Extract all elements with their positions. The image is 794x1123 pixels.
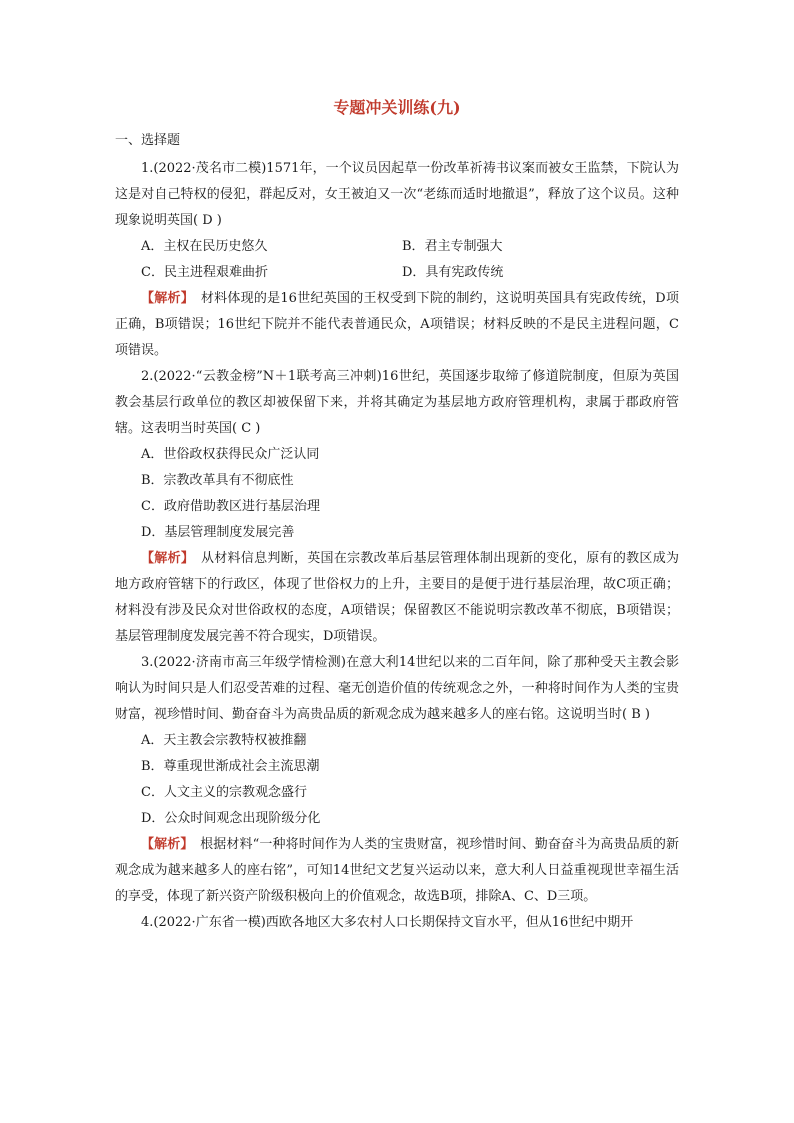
question-2-option-b: B．宗教改革具有不彻底性 [141, 473, 294, 488]
question-2-option-a: A．世俗政权获得民众广泛认同 [141, 447, 320, 462]
question-1-options-row-2 [115, 260, 679, 286]
question-2-option-c: C．政府借助教区进行基层治理 [141, 499, 320, 514]
question-3-analysis [115, 832, 679, 910]
question-1-analysis [115, 286, 679, 364]
question-1-stem: 1.(2022·茂名市二模)1571年，一个议员因起草一份改革祈祷书议案而被女王监禁，下院认为这是对自己特权的侵犯，群起反对，女王被迫又一次“老练而适时地撤退”，释放了这个议员。这种现象说明英国( D ) [115, 161, 679, 228]
question-1-option-d: D．具有宪政传统 [402, 265, 504, 280]
question-3-stem: 3.(2022·济南市高三年级学情检测)在意大利14世纪以来的二百年间，除了那种受天主教会影响认为时间只是人们忍受苦难的过程、毫无创造价值的传统观念之外，一种将时间作为人类的宝贵财富，视珍惜时间、勤奋奋斗为高贵品质的新观念成为越来越多人的座右铭。这说明当时( B ) [115, 655, 679, 722]
question-3-analysis-text: 根据材料“一种将时间作为人类的宝贵财富，视珍惜时间、勤奋奋斗为高贵品质的新观念成为越来越多人的座右铭”，可知14世纪文艺复兴运动以来，意大利人日益重视现世幸福生活的享受，体现了新兴资产阶级积极向上的价值观念，故选B项，排除A、C、D三项。 [115, 837, 679, 904]
analysis-tag: 【解析】 [141, 291, 188, 306]
page-title: 专题冲关训练(九) [333, 98, 461, 117]
question-1-option-b: B．君主专制强大 [402, 239, 503, 254]
question-1-option-a: A．主权在民历史悠久 [141, 239, 268, 254]
analysis-tag: 【解析】 [141, 837, 187, 852]
question-2-analysis-text: 从材料信息判断，英国在宗教改革后基层管理体制出现新的变化，原有的教区成为地方政府管辖下的行政区，体现了世俗权力的上升，主要目的是便于进行基层治理，故C项正确；材料没有涉及民众对世俗政权的态度，A项错误；保留教区不能说明宗教改革不彻底，B项错误；基层管理制度发展完善不符合现实，D项错误。 [115, 551, 679, 644]
question-2-option-d: D．基层管理制度发展完善 [141, 525, 295, 540]
question-1-analysis-text: 材料体现的是16世纪英国的王权受到下院的制约，这说明英国具有宪政传统，D项正确，B项错误；16世纪下院并不能代表普通民众，A项错误；材料反映的不是民主进程问题，C项错误。 [115, 291, 679, 358]
question-1-option-c: C．民主进程艰难曲折 [141, 265, 268, 280]
question-1-options-row-1 [115, 234, 679, 260]
analysis-tag: 【解析】 [141, 551, 188, 566]
question-3-option-c: C．人文主义的宗教观念盛行 [141, 785, 307, 800]
question-3-option-d: D．公众时间观念出现阶级分化 [141, 811, 321, 826]
question-3-option-b: B．尊重现世渐成社会主流思潮 [141, 759, 320, 774]
question-2-stem: 2.(2022·“云教金榜”N＋1联考高三冲刺)16世纪，英国逐步取缔了修道院制度，但原为英国教会基层行政单位的教区却被保留下来，并将其确定为基层地方政府管理机构，隶属于郡政府管辖。这表明当时英国( C ) [115, 369, 679, 436]
question-3-option-a: A．天主教会宗教特权被推翻 [141, 733, 307, 748]
document-page [115, 98, 679, 936]
question-2-analysis [115, 546, 679, 650]
section-heading: 一、选择题 [115, 133, 181, 148]
question-4-stem: 4.(2022·广东省一模)西欧各地区大多农村人口长期保持文盲水平，但从16世纪中期开 [141, 915, 634, 930]
